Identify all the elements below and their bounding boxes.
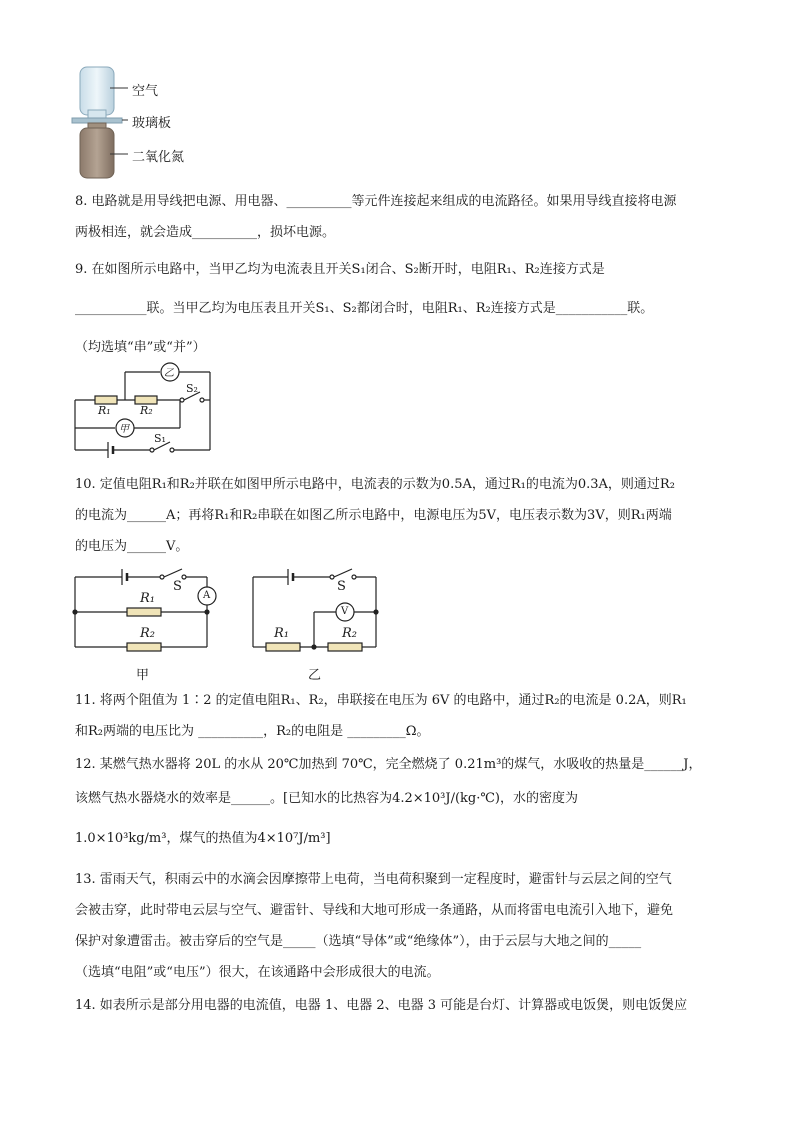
q9-line1: 9. 在如图所示电路中，当甲乙均为电流表且开关S₁闭合、S₂断开时，电阻R₁、R₂连接方式是 — [75, 262, 605, 277]
q9-meter-yi-label: 乙 — [164, 368, 174, 379]
q9-line3: （均选填“串”或“并”） — [75, 340, 206, 355]
q10-jia-ammeter-label: A — [203, 590, 211, 601]
q10-yi-r1-label: R₁ — [274, 626, 289, 641]
q12-line3: 1.0×10³kg/m³，煤气的热值为4×10⁷J/m³] — [75, 831, 331, 846]
q9-s1-label: S₁ — [154, 432, 166, 445]
q9-s2-label: S₂ — [186, 382, 198, 395]
q13-line3: 保护对象遭雷击。被击穿后的空气是_____（选填“导体”或“绝缘体”），由于云层与大地之间的_____ — [75, 934, 642, 949]
q8-line2: 两极相连，就会造成__________，损坏电源。 — [75, 225, 336, 240]
gas-diffusion-figure — [70, 62, 230, 182]
q14-line1: 14. 如表所示是部分用电器的电流值，电器 1、电器 2、电器 3 可能是台灯、计算器或电饭煲，则电饭煲应 — [75, 998, 688, 1013]
q11-line2: 和R₂两端的电压比为 __________，R₂的电阻是 _________Ω。 — [75, 724, 430, 739]
q10-yi-s-label: S — [337, 579, 346, 594]
q10-yi-diagram — [248, 565, 398, 665]
q12-line2: 该燃气热水器烧水的效率是______。[已知水的比热容为4.2×10³J/(kg·℃)，水的密度为 — [75, 791, 579, 806]
q9-circuit — [70, 360, 230, 460]
q8-line1: 8. 电路就是用导线把电源、用电器、__________等元件连接起来组成的电流路径。如果用导线直接将电源 — [75, 194, 677, 209]
q10-jia-s-label: S — [173, 579, 182, 594]
label-air: 空气 — [132, 84, 159, 99]
q10-line1: 10. 定值电阻R₁和R₂并联在如图甲所示电路中，电流表的示数为0.5A，通过R₁的电流为0.3A，则通过R₂ — [75, 477, 675, 492]
q13-line2: 会被击穿，此时带电云层与空气、避雷针、导线和大地可形成一条通路，从而将雷电电流引入地下，避免 — [75, 903, 674, 918]
q10-circuit-yi — [248, 565, 398, 685]
q12-line1: 12. 某燃气热水器将 20L 的水从 20℃加热到 70℃，完全燃烧了 0.21m³的煤气，水吸收的热量是______J， — [75, 757, 702, 772]
label-no2: 二氧化氮 — [132, 150, 185, 165]
q9-r2-label: R₂ — [140, 404, 153, 417]
q10-yi-r2-label: R₂ — [342, 626, 357, 641]
q9-meter-jia-label: 甲 — [119, 424, 129, 435]
q9-r1-label: R₁ — [98, 404, 111, 417]
q13-line4: （选填“电阻”或“电压”）很大，在该通路中会形成很大的电流。 — [75, 965, 440, 980]
label-glass-plate: 玻璃板 — [132, 116, 172, 131]
q13-line1: 13. 雷雨天气，积雨云中的水滴会因摩擦带上电荷，当电荷积聚到一定程度时，避雷针与云层之间的空气 — [75, 872, 672, 887]
q10-yi-voltmeter-label: V — [341, 606, 349, 617]
q10-circuit-jia — [70, 565, 230, 685]
q10-jia-r1-label: R₁ — [140, 591, 155, 606]
q10-line3: 的电压为______V。 — [75, 539, 189, 554]
q10-jia-diagram — [70, 565, 230, 665]
q10-yi-caption: 乙 — [308, 668, 322, 683]
q11-line1: 11. 将两个阻值为 1∶2 的定值电阻R₁、R₂，串联接在电压为 6V 的电路中，通过R₂的电流是 0.2A，则R₁ — [75, 693, 687, 708]
q10-line2: 的电流为______A；再将R₁和R₂串联在如图乙所示电路中，电源电压为5V，电压表示数为3V，则R₁两端 — [75, 508, 672, 523]
q10-jia-caption: 甲 — [136, 668, 150, 683]
q10-jia-r2-label: R₂ — [140, 626, 155, 641]
q9-line2: ___________联。当甲乙均为电压表且开关S₁、S₂都闭合时，电阻R₁、R₂连接方式是___________联。 — [75, 301, 654, 316]
